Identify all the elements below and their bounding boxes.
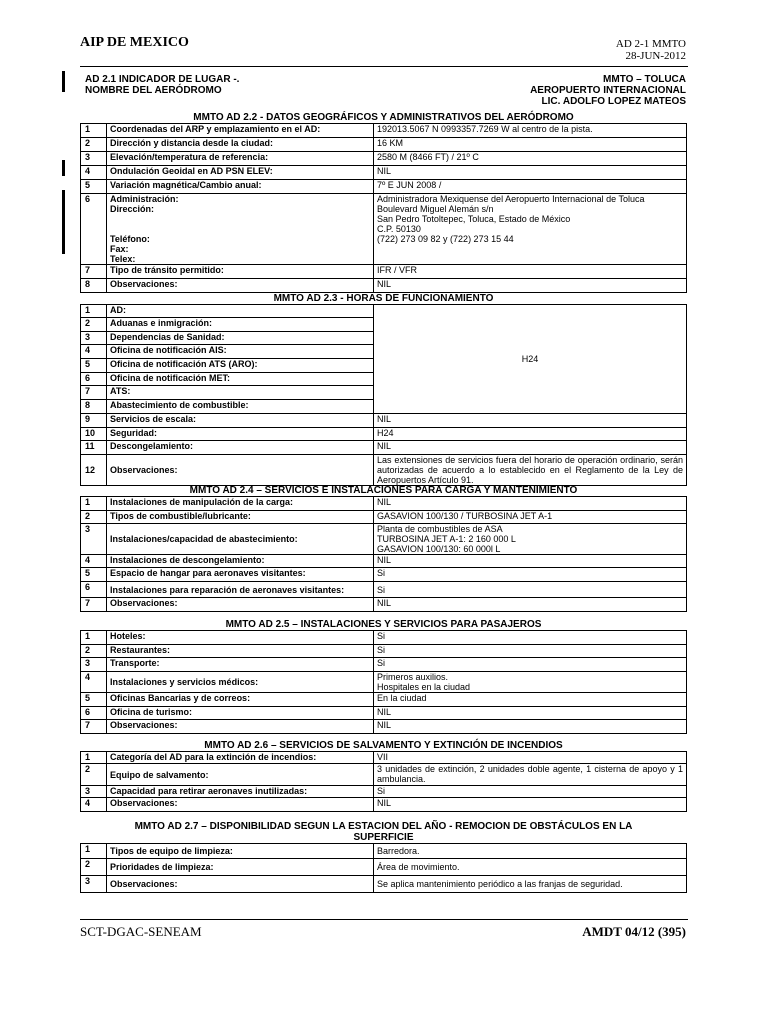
- row-value: VII: [374, 752, 687, 764]
- ad22-table-body: [81, 124, 687, 293]
- row-value: Administradora Mexiquense del Aeropuerto Internacional de Toluca Boulevard Miguel Alemán s/n San Pedro Totoltepec, Toluca, Estado de México C.P. 50130 (722) 273 09 82 y (722) 273 15 44: [374, 194, 687, 265]
- ad27-title-line: MMTO AD 2.7 – DISPONIBILIDAD SEGUN LA ESTACION DEL AÑO - REMOCION DE OBSTÁCULOS EN LA: [134, 821, 633, 832]
- row-label: Tipos de combustible/lubricante:: [107, 511, 374, 524]
- row-number: 1: [81, 305, 107, 318]
- row-value: 192013.5067 N 0993357.7269 W al centro de la pista.: [374, 124, 687, 138]
- row-number: 5: [81, 693, 107, 707]
- row-number: 5: [81, 180, 107, 194]
- ad26-table-body: [81, 752, 687, 812]
- row-value: NIL: [374, 414, 687, 428]
- row-label: Oficina de notificación MET:: [107, 373, 374, 386]
- row-number: 6: [81, 707, 107, 720]
- ad27-table: [80, 843, 687, 893]
- page-ref: AD 2-1 MMTO: [615, 38, 686, 50]
- row-label: Tipo de tránsito permitido:: [107, 265, 374, 279]
- row-label: Elevación/temperatura de referencia:: [107, 152, 374, 166]
- row-value: Se aplica mantenimiento periódico a las franjas de seguridad.: [374, 876, 687, 893]
- row-label: Oficina de notificación AIS:: [107, 345, 374, 359]
- row-label: Transporte:: [107, 658, 374, 672]
- row-value: Si: [374, 568, 687, 582]
- row-value: IFR / VFR: [374, 265, 687, 279]
- row-number: 6: [81, 194, 107, 265]
- row-number: 3: [81, 876, 107, 893]
- table-row: [81, 441, 687, 455]
- row-label: Variación magnética/Cambio anual:: [107, 180, 374, 194]
- table-row: [81, 658, 687, 672]
- row-value: Área de movimiento.: [374, 859, 687, 876]
- ad23-section: [80, 293, 687, 486]
- row-value: NIL: [374, 720, 687, 734]
- row-number: 1: [81, 124, 107, 138]
- row-value: GASAVION 100/130 / TURBOSINA JET A-1: [374, 511, 687, 524]
- change-bar: [62, 190, 65, 254]
- row-value: Planta de combustibles de ASA TURBOSINA JET A-1: 2 160 000 L GASAVION 100/130: 60 000l L: [374, 524, 687, 555]
- ad21-right-line: AEROPUERTO INTERNACIONAL: [530, 85, 686, 96]
- page-date: 28-JUN-2012: [625, 50, 686, 62]
- table-row: [81, 138, 687, 152]
- ad25-section: [80, 619, 687, 734]
- row-label: Capacidad para retirar aeronaves inutilizadas:: [107, 786, 374, 798]
- row-label: Espacio de hangar para aeronaves visitantes:: [107, 568, 374, 582]
- table-row: [81, 798, 687, 812]
- row-value: NIL: [374, 798, 687, 812]
- header-rule: [80, 66, 688, 67]
- row-number: 4: [81, 166, 107, 180]
- row-number: 1: [81, 631, 107, 645]
- ad21-aerodrome-name: [530, 74, 686, 107]
- row-number: 3: [81, 524, 107, 555]
- row-label: Abastecimiento de combustible:: [107, 400, 374, 414]
- ad24-table: [80, 496, 687, 612]
- table-row: [81, 598, 687, 612]
- row-label: Hoteles:: [107, 631, 374, 645]
- ad22-title: MMTO AD 2.2 - DATOS GEOGRÁFICOS Y ADMINISTRATIVOS DEL AERÓDROMO: [193, 112, 574, 123]
- row-number: 4: [81, 798, 107, 812]
- row-value: Si: [374, 645, 687, 658]
- table-row: [81, 124, 687, 138]
- row-number: 1: [81, 752, 107, 764]
- row-label: Prioridades de limpieza:: [107, 859, 374, 876]
- row-label: Oficinas Bancarias y de correos:: [107, 693, 374, 707]
- table-row: [81, 305, 687, 318]
- table-row: [81, 672, 687, 693]
- row-label: Oficina de turismo:: [107, 707, 374, 720]
- table-row: [81, 693, 687, 707]
- row-number: 2: [81, 764, 107, 786]
- row-number: 3: [81, 786, 107, 798]
- table-row: [81, 455, 687, 486]
- table-row: [81, 265, 687, 279]
- ad24-table-body: [81, 497, 687, 612]
- row-label: Administración: Dirección: Teléfono: Fax: Telex:: [107, 194, 374, 265]
- table-row: [81, 582, 687, 598]
- row-label: Dependencias de Sanidad:: [107, 332, 374, 345]
- row-label: ATS:: [107, 386, 374, 400]
- row-number: 4: [81, 555, 107, 568]
- row-label: Instalaciones de descongelamiento:: [107, 555, 374, 568]
- merged-hours-value: H24: [374, 305, 687, 414]
- row-value: Si: [374, 658, 687, 672]
- row-label: Dirección y distancia desde la ciudad:: [107, 138, 374, 152]
- row-number: 1: [81, 497, 107, 511]
- row-label: Observaciones:: [107, 798, 374, 812]
- row-label: Equipo de salvamento:: [107, 764, 374, 786]
- ad27-title-line: SUPERFICIE: [353, 832, 414, 843]
- row-number: 6: [81, 582, 107, 598]
- ad24-section: [80, 485, 687, 612]
- ad23-table-body: [81, 305, 687, 486]
- row-label: Instalaciones de manipulación de la carga:: [107, 497, 374, 511]
- row-value: H24: [374, 428, 687, 441]
- row-value: En la ciudad: [374, 693, 687, 707]
- row-number: 11: [81, 441, 107, 455]
- row-value: 16 KM: [374, 138, 687, 152]
- row-value: 7º E JUN 2008 /: [374, 180, 687, 194]
- row-label: Instalaciones para reparación de aeronaves visitantes:: [107, 582, 374, 598]
- row-number: 9: [81, 414, 107, 428]
- ad25-title: MMTO AD 2.5 – INSTALACIONES Y SERVICIOS PARA PASAJEROS: [225, 619, 542, 630]
- row-label: Observaciones:: [107, 455, 374, 486]
- row-value: NIL: [374, 166, 687, 180]
- table-row: [81, 511, 687, 524]
- table-row: [81, 279, 687, 293]
- table-row: [81, 859, 687, 876]
- row-label: Coordenadas del ARP y emplazamiento en el AD:: [107, 124, 374, 138]
- row-value: NIL: [374, 598, 687, 612]
- row-number: 2: [81, 511, 107, 524]
- ad21-location-indicator: [85, 74, 239, 96]
- row-label: Ondulación Geoidal en AD PSN ELEV:: [107, 166, 374, 180]
- table-row: [81, 720, 687, 734]
- table-row: [81, 707, 687, 720]
- ad23-title: MMTO AD 2.3 - HORAS DE FUNCIONAMIENTO: [273, 293, 494, 304]
- row-number: 7: [81, 265, 107, 279]
- row-label: Descongelamiento:: [107, 441, 374, 455]
- row-label: Categoría del AD para la extinción de incendios:: [107, 752, 374, 764]
- row-value: NIL: [374, 555, 687, 568]
- row-number: 7: [81, 598, 107, 612]
- row-number: 1: [81, 844, 107, 859]
- ad26-title: MMTO AD 2.6 – SERVICIOS DE SALVAMENTO Y EXTINCIÓN DE INCENDIOS: [204, 740, 563, 751]
- row-number: 4: [81, 672, 107, 693]
- row-label: Instalaciones y servicios médicos:: [107, 672, 374, 693]
- page-reference: [616, 38, 686, 62]
- row-number: 10: [81, 428, 107, 441]
- ad22-section: [80, 112, 687, 293]
- row-value: Las extensiones de servicios fuera del horario de operación ordinario, serán autorizadas de acuerdo a lo establecido en el Reglamento de la Ley de Aeropuertos Artículo 91.: [374, 455, 687, 486]
- row-value: NIL: [374, 441, 687, 455]
- row-number: 8: [81, 400, 107, 414]
- row-label: Servicios de escala:: [107, 414, 374, 428]
- row-number: 6: [81, 373, 107, 386]
- table-row: [81, 568, 687, 582]
- table-row: [81, 152, 687, 166]
- ad25-table-body: [81, 631, 687, 734]
- row-value: Si: [374, 582, 687, 598]
- footer-issuer: SCT-DGAC-SENEAM: [80, 924, 202, 939]
- row-label: Tipos de equipo de limpieza:: [107, 844, 374, 859]
- row-number: 12: [81, 455, 107, 486]
- ad27-table-body: [81, 844, 687, 893]
- row-value: NIL: [374, 707, 687, 720]
- table-row: [81, 645, 687, 658]
- row-number: 4: [81, 345, 107, 359]
- row-number: 7: [81, 720, 107, 734]
- footer-amendment: AMDT 04/12 (395): [582, 924, 686, 939]
- table-row: [81, 752, 687, 764]
- row-number: 3: [81, 152, 107, 166]
- table-row: [81, 497, 687, 511]
- row-label: Aduanas e inmigración:: [107, 318, 374, 332]
- row-label: AD:: [107, 305, 374, 318]
- footer-rule: [80, 919, 688, 920]
- row-label: Instalaciones/capacidad de abastecimiento:: [107, 524, 374, 555]
- row-label: Oficina de notificación ATS (ARO):: [107, 359, 374, 373]
- table-row: [81, 786, 687, 798]
- ad27-title: [80, 821, 687, 843]
- table-row: [81, 555, 687, 568]
- table-row: [81, 166, 687, 180]
- ad24-title: MMTO AD 2.4 – SERVICIOS E INSTALACIONES PARA CARGA Y MANTENIMIENTO: [189, 485, 578, 496]
- row-label: Seguridad:: [107, 428, 374, 441]
- table-row: [81, 428, 687, 441]
- table-row: [81, 414, 687, 428]
- row-number: 2: [81, 138, 107, 152]
- row-label: Observaciones:: [107, 598, 374, 612]
- row-number: 5: [81, 568, 107, 582]
- row-value: NIL: [374, 279, 687, 293]
- table-row: [81, 194, 687, 265]
- row-value: Barredora.: [374, 844, 687, 859]
- row-value: 3 unidades de extinción, 2 unidades doble agente, 1 cisterna de apoyo y 1 ambulancia.: [374, 764, 687, 786]
- row-label: Restaurantes:: [107, 645, 374, 658]
- ad26-table: [80, 751, 687, 812]
- row-label: Observaciones:: [107, 876, 374, 893]
- change-bar: [62, 160, 65, 176]
- row-number: 3: [81, 332, 107, 345]
- row-number: 2: [81, 645, 107, 658]
- ad22-table: [80, 123, 687, 293]
- row-label: Observaciones:: [107, 279, 374, 293]
- ad21-left-line: AD 2.1 INDICADOR DE LUGAR -.: [85, 74, 240, 85]
- row-value: NIL: [374, 497, 687, 511]
- row-number: 2: [81, 318, 107, 332]
- ad25-table: [80, 630, 687, 734]
- ad23-table: [80, 304, 687, 486]
- document-title: AIP DE MEXICO: [80, 35, 189, 50]
- row-value: 2580 M (8466 FT) / 21º C: [374, 152, 687, 166]
- ad26-section: [80, 740, 687, 812]
- table-row: [81, 764, 687, 786]
- row-number: 8: [81, 279, 107, 293]
- row-number: 3: [81, 658, 107, 672]
- table-row: [81, 524, 687, 555]
- ad21-right-line: LIC. ADOLFO LOPEZ MATEOS: [541, 96, 686, 107]
- row-number: 7: [81, 386, 107, 400]
- table-row: [81, 631, 687, 645]
- row-value: Primeros auxilios. Hospitales en la ciudad: [374, 672, 687, 693]
- row-number: 2: [81, 859, 107, 876]
- row-number: 5: [81, 359, 107, 373]
- row-value: Si: [374, 786, 687, 798]
- ad21-left-line: NOMBRE DEL AERÓDROMO: [85, 85, 222, 96]
- row-label: Observaciones:: [107, 720, 374, 734]
- table-row: [81, 876, 687, 893]
- change-bar: [62, 71, 65, 92]
- ad27-section: [80, 821, 687, 893]
- table-row: [81, 844, 687, 859]
- ad21-right-line: MMTO – TOLUCA: [603, 74, 686, 85]
- table-row: [81, 180, 687, 194]
- row-value: Si: [374, 631, 687, 645]
